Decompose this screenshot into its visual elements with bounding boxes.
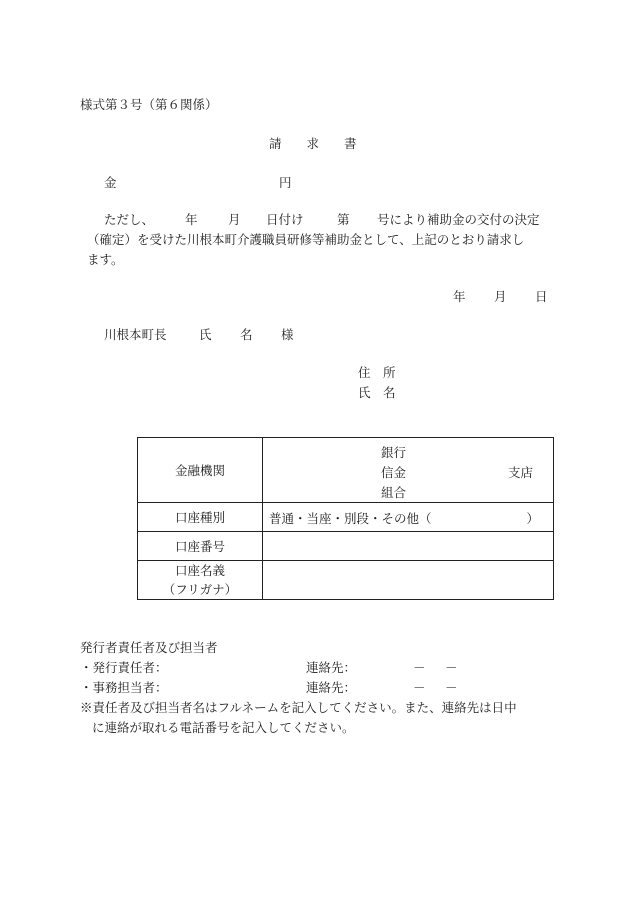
date-day: 日 <box>535 289 548 304</box>
issuer-staff-label: ・事務担当者： <box>80 680 168 695</box>
amount-unit: 円 <box>279 175 292 190</box>
applicant-name-label: 氏 名 <box>358 385 396 400</box>
body-number-prefix: 第 <box>337 212 350 227</box>
account-type-field[interactable] <box>263 503 554 532</box>
bank-row-institution <box>138 438 554 503</box>
issuer-note-line-2: に連絡が取れる電話番号を記入してください。 <box>92 720 355 735</box>
body-line-2: （確定）を受けた川根本町介護職員研修等補助金として、上記のとおり請求し <box>87 232 525 247</box>
document-title: 請 求 書 <box>269 136 357 151</box>
bank-type-kumiai: 組合 <box>381 485 407 500</box>
date-year: 年 <box>453 289 466 304</box>
bank-branch-label: 支店 <box>507 465 533 480</box>
bank-account-table <box>137 437 554 600</box>
issuer-heading: 発行者責任者及び担当者 <box>80 640 218 655</box>
bank-institution-field[interactable] <box>263 438 554 503</box>
account-type-options: 普通・当座・別段・その他（ <box>269 511 432 526</box>
addressee-shi: 氏 <box>199 327 212 342</box>
issuer-staff-contact-label: 連絡先： <box>306 680 357 695</box>
bank-row-account-holder <box>138 561 554 600</box>
account-holder-label <box>138 561 263 600</box>
account-holder-field[interactable] <box>263 561 554 600</box>
body-month: 月 <box>228 212 241 227</box>
addressee-org: 川根本町長 <box>104 327 167 342</box>
body-line-3: ます。 <box>87 252 124 267</box>
form-number: 様式第３号（第６関係） <box>80 97 218 112</box>
bank-row-account-number <box>138 532 554 561</box>
account-type-close: ） <box>526 511 539 526</box>
issuer-staff-dash-1: － <box>413 680 426 695</box>
account-number-field[interactable] <box>263 532 554 561</box>
issuer-responsible-contact-label: 連絡先： <box>306 660 357 675</box>
addressee-sama: 様 <box>281 327 294 342</box>
bank-institution-label: 金融機関 <box>138 438 263 503</box>
issuer-note-line-1: ※責任者及び担当者名はフルネームを記入してください。また、連絡先は日中 <box>80 700 517 715</box>
addressee-mei: 名 <box>240 327 253 342</box>
issuer-responsible-dash-2: － <box>445 660 458 675</box>
issuer-responsible-dash-1: － <box>413 660 426 675</box>
bank-type-shinkin: 信金 <box>381 465 407 480</box>
body-text-1: ただし、 <box>104 212 155 227</box>
applicant-address-label: 住 所 <box>358 365 396 380</box>
bank-row-account-type <box>138 503 554 532</box>
issuer-staff-dash-2: － <box>445 680 458 695</box>
account-holder-label-main: 口座名義 <box>174 563 225 578</box>
account-holder-label-furigana: （フリガナ） <box>162 582 238 597</box>
body-year: 年 <box>185 212 198 227</box>
body-date-suffix: 日付け <box>266 212 304 227</box>
account-number-label: 口座番号 <box>138 532 263 561</box>
amount-prefix: 金 <box>104 175 117 190</box>
account-type-label: 口座種別 <box>138 503 263 532</box>
issuer-responsible-label: ・発行責任者： <box>80 660 168 675</box>
body-text-2: 号により補助金の交付の決定 <box>377 212 540 227</box>
date-month: 月 <box>494 289 507 304</box>
bank-type-bank: 銀行 <box>381 445 407 460</box>
